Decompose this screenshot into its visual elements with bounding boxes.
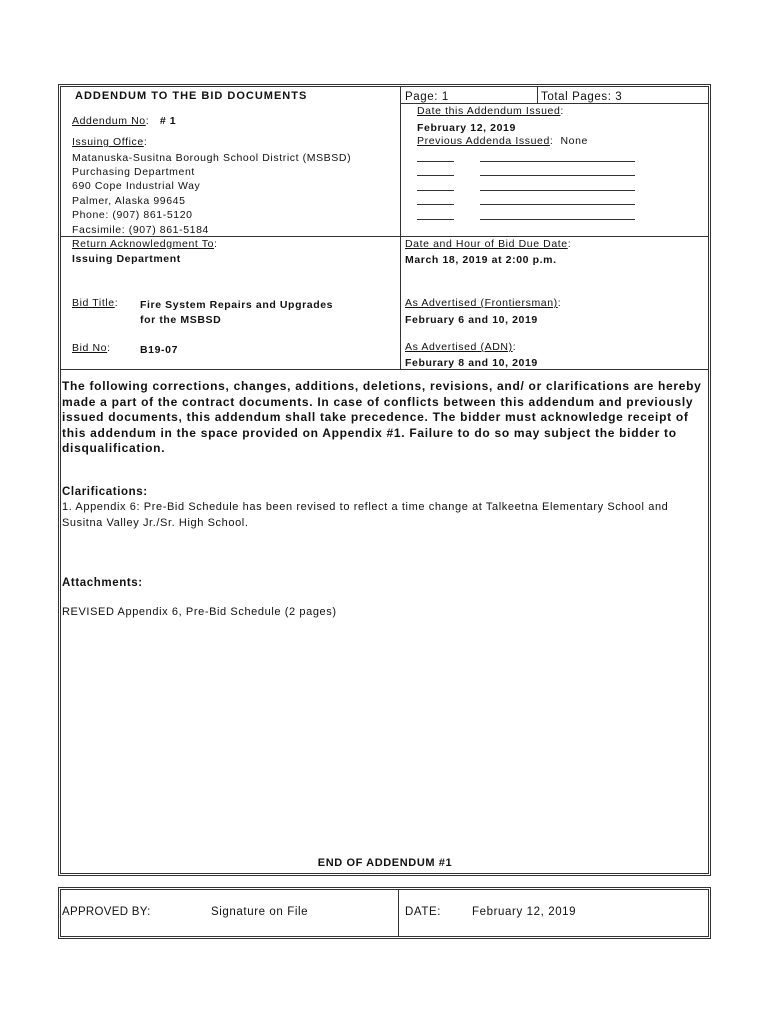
office-line: Purchasing Department [72, 166, 195, 178]
document-title: ADDENDUM TO THE BID DOCUMENTS [75, 90, 308, 102]
approval-date-value: February 12, 2019 [472, 906, 577, 918]
previous-addenda-value: None [560, 135, 588, 147]
office-line: Matanuska-Susitna Borough School District (MSBSD) [72, 152, 352, 164]
date-issued-label: Date this Addendum Issued [417, 105, 561, 117]
attachments-heading: Attachments: [62, 577, 143, 589]
issuing-office: Issuing Office: [72, 136, 148, 148]
approved-by-value: Signature on File [211, 906, 309, 918]
page-number: Page: 1 [405, 91, 449, 103]
approval-divider [398, 889, 399, 937]
adv1-value: February 6 and 10, 2019 [405, 314, 538, 326]
return-ack-value: Issuing Department [72, 253, 181, 265]
header-vertical-divider [400, 86, 401, 370]
header-bottom-divider [61, 369, 709, 370]
intro-paragraph: The following corrections, changes, additions, deletions, revisions, and/ or clarifications are hereby made a part of the contract documents. In case of conflicts between this addendum and previously issued documents, this addendum shall take precedence. The bidder must acknowledge receipt of this addendum in the space provided on Appendix #1. Failure to do so may subject the bidder to disqualification. [62, 379, 702, 455]
addendum-no: Addendum No: # 1 [72, 115, 177, 127]
bid-title-line2: for the MSBSD [140, 314, 222, 326]
date-issued: Date this Addendum Issued: [417, 105, 564, 117]
office-line: Facsimile: (907) 861-5184 [72, 224, 209, 236]
adv2-value: Feburary 8 and 10, 2019 [405, 357, 538, 369]
adv1-label: As Advertised (Frontiersman) [405, 297, 558, 309]
adv2-label: As Advertised (ADN) [405, 341, 513, 353]
bid-title-line1: Fire System Repairs and Upgrades [140, 299, 334, 311]
clarifications-heading: Clarifications: [62, 486, 148, 498]
advertised-frontiersman: As Advertised (Frontiersman): [405, 297, 562, 309]
total-pages: Total Pages: 3 [541, 91, 623, 103]
bid-due-date: Date and Hour of Bid Due Date: [405, 238, 572, 250]
previous-addenda: Previous Addenda Issued: None [417, 135, 588, 147]
office-line: 690 Cope Industrial Way [72, 180, 201, 192]
bid-title: Bid Title: [72, 297, 119, 309]
bid-due-value: March 18, 2019 at 2:00 p.m. [405, 254, 557, 266]
office-line: Phone: (907) 861-5120 [72, 209, 193, 221]
approved-by-label: APPROVED BY: [62, 906, 151, 918]
bid-no: Bid No: [72, 342, 111, 354]
end-of-addendum: END OF ADDENDUM #1 [317, 857, 453, 869]
previous-addenda-blanks [417, 152, 635, 225]
advertised-adn: As Advertised (ADN): [405, 341, 517, 353]
office-line: Palmer, Alaska 99645 [72, 195, 186, 207]
bid-due-label: Date and Hour of Bid Due Date [405, 238, 568, 250]
bid-no-label: Bid No [72, 342, 108, 354]
previous-addenda-label: Previous Addenda Issued [417, 135, 550, 147]
clarification-line: Susitna Valley Jr./Sr. High School. [62, 517, 249, 529]
return-ack-label: Return Acknowledgment To [72, 238, 215, 250]
approval-date-label: DATE: [405, 906, 442, 918]
return-ack: Return Acknowledgment To: [72, 238, 218, 250]
addendum-no-label: Addendum No [72, 115, 146, 127]
bid-title-label: Bid Title [72, 297, 115, 309]
office-section-divider [61, 236, 709, 237]
issuing-office-label: Issuing Office [72, 136, 144, 148]
approval-frame [58, 887, 711, 939]
addendum-no-value: # 1 [159, 115, 177, 127]
bid-no-value: B19-07 [140, 344, 179, 356]
date-issued-value: February 12, 2019 [417, 122, 516, 134]
clarification-line: 1. Appendix 6: Pre-Bid Schedule has been revised to reflect a time change at Talkeetna Elementary School and [62, 501, 669, 513]
title-row-underline [400, 103, 709, 104]
attachment-item: REVISED Appendix 6, Pre-Bid Schedule (2 pages) [62, 606, 337, 618]
page-cell-divider [537, 86, 538, 103]
